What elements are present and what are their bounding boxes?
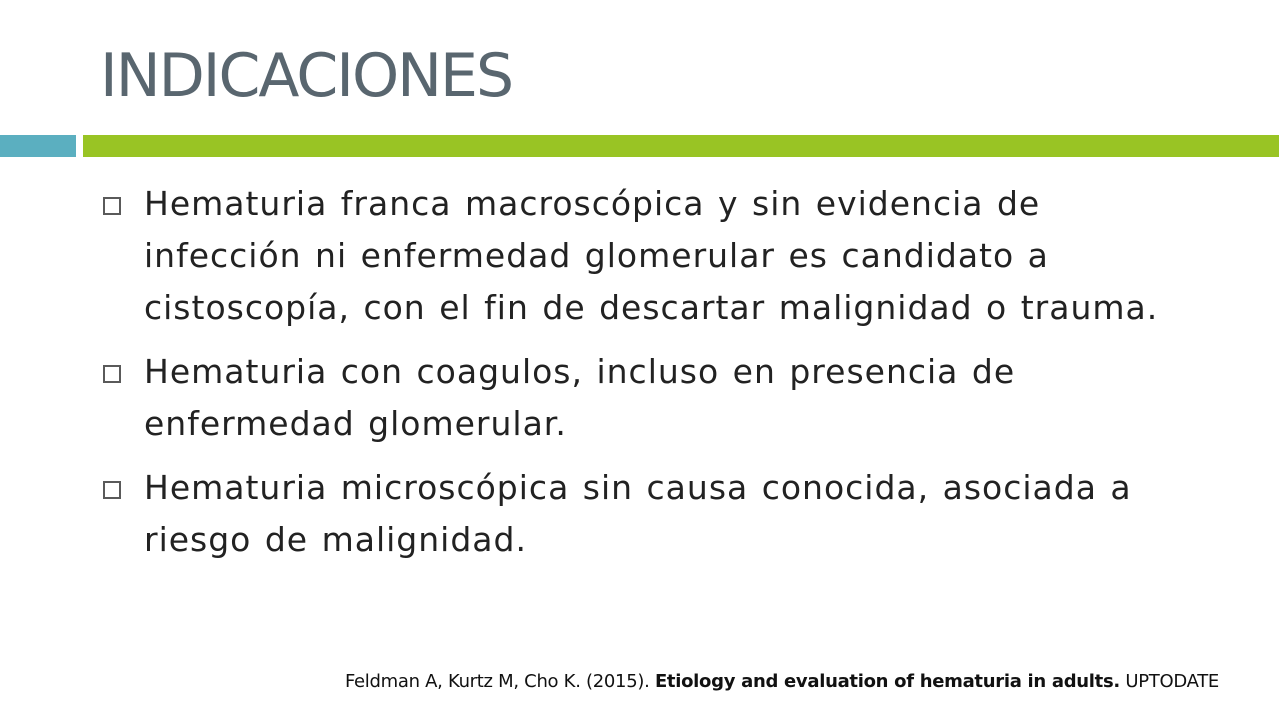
bullet-item [100,462,1210,566]
citation-source: UPTODATE [1125,671,1219,692]
title-accent-bar-green [83,135,1279,157]
bullet-list [100,178,1210,578]
bullet-text: Hematuria franca macroscópica y sin evidencia de infección ni enfermedad glomerular es candidato a cistoscopía, con el fin de descartar malignidad o trauma. [144,184,1159,327]
bullet-text: Hematuria con coagulos, incluso en presencia de enfermedad glomerular. [144,352,1016,443]
hollow-square-bullet-icon [103,481,121,499]
citation-article-title: Etiology and evaluation of hematuria in adults. [654,671,1120,692]
citation-authors: Feldman A, Kurtz M, Cho K. (2015). [344,671,650,692]
citation [345,668,1219,696]
bullet-item [100,346,1210,450]
title-accent-bar-blue [0,135,76,157]
hollow-square-bullet-icon [103,365,121,383]
slide-title: INDICACIONES [100,41,513,111]
bullet-item [100,178,1210,334]
bullet-text: Hematuria microscópica sin causa conocida, asociada a riesgo de malignidad. [144,468,1132,559]
hollow-square-bullet-icon [103,197,121,215]
